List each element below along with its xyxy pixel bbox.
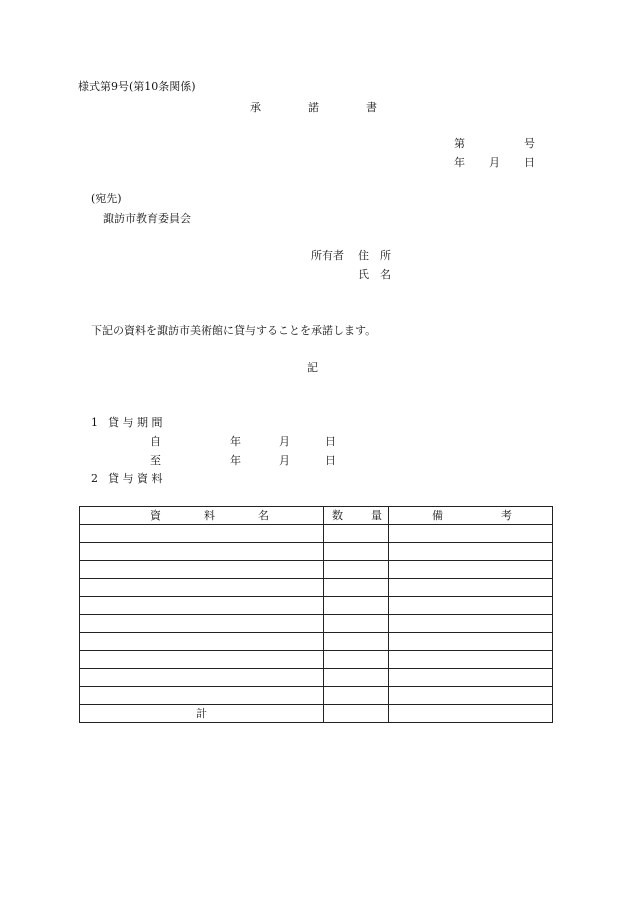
note-cell [389, 615, 553, 633]
ki-heading: 記 [307, 361, 318, 374]
note-cell [389, 525, 553, 543]
name-cell [80, 615, 324, 633]
header-qty-char: 数 [332, 508, 343, 522]
form-label: 様式第9号(第10条関係) [78, 80, 196, 93]
header-note-char: 考 [501, 508, 512, 522]
table-row [80, 615, 553, 633]
qty-cell [324, 615, 389, 633]
name-cell [80, 633, 324, 651]
name-cell [80, 687, 324, 705]
header-name-char: 料 [204, 508, 215, 522]
table-row [80, 651, 553, 669]
note-cell [389, 561, 553, 579]
period-to-year: 年 [230, 454, 241, 467]
period-from-label: 自 [150, 435, 161, 448]
table-row [80, 669, 553, 687]
materials-table [79, 506, 553, 723]
qty-cell [324, 543, 389, 561]
addressee-label: (宛先) [91, 192, 122, 205]
period-to-day: 日 [325, 454, 336, 467]
section2-title: 貸 与 資 料 [108, 472, 163, 485]
date-month: 月 [489, 156, 500, 169]
owner-address-label: 住 所 [358, 249, 391, 262]
qty-cell [324, 561, 389, 579]
name-cell [80, 561, 324, 579]
body-text: 下記の資料を諏訪市美術館に貸与することを承諾します。 [91, 324, 377, 337]
total-label: 計 [80, 705, 324, 723]
period-to-month: 月 [279, 454, 290, 467]
addressee-name: 諏訪市教育委員会 [103, 212, 191, 225]
header-name [80, 507, 324, 525]
name-cell [80, 543, 324, 561]
qty-cell [324, 669, 389, 687]
note-cell [389, 543, 553, 561]
name-cell [80, 597, 324, 615]
table-row [80, 597, 553, 615]
table-row [80, 633, 553, 651]
period-from-month: 月 [279, 435, 290, 448]
name-cell [80, 579, 324, 597]
qty-cell [324, 651, 389, 669]
total-row [80, 705, 553, 723]
title-char: 諾 [308, 101, 319, 114]
note-cell [389, 687, 553, 705]
note-cell [389, 669, 553, 687]
qty-cell [324, 579, 389, 597]
header-qty [324, 507, 389, 525]
title-char: 承 [250, 101, 261, 114]
owner-label: 所有者 [311, 249, 344, 262]
date-year: 年 [454, 156, 465, 169]
total-note-cell [389, 705, 553, 723]
doc-number-suffix: 号 [524, 137, 535, 150]
header-qty-char: 量 [371, 508, 382, 522]
table-row [80, 543, 553, 561]
table-row [80, 579, 553, 597]
qty-cell [324, 597, 389, 615]
name-cell [80, 525, 324, 543]
total-qty-cell [324, 705, 389, 723]
header-name-char: 名 [258, 508, 269, 522]
period-from-day: 日 [325, 435, 336, 448]
note-cell [389, 651, 553, 669]
header-name-char: 資 [150, 508, 161, 522]
date-day: 日 [524, 156, 535, 169]
name-cell [80, 669, 324, 687]
period-to-label: 至 [150, 454, 161, 467]
qty-cell [324, 633, 389, 651]
qty-cell [324, 687, 389, 705]
section1-title: 貸 与 期 間 [108, 416, 163, 429]
note-cell [389, 633, 553, 651]
qty-cell [324, 525, 389, 543]
period-from-year: 年 [230, 435, 241, 448]
section2-number: 2 [91, 472, 98, 485]
title-char: 書 [366, 101, 377, 114]
table-row [80, 687, 553, 705]
table-row [80, 561, 553, 579]
table-row [80, 525, 553, 543]
table-header-row [80, 507, 553, 525]
header-note [389, 507, 553, 525]
name-cell [80, 651, 324, 669]
note-cell [389, 579, 553, 597]
section1-number: 1 [91, 416, 98, 429]
owner-name-label: 氏 名 [358, 268, 391, 281]
doc-number-prefix: 第 [454, 137, 465, 150]
header-note-char: 備 [432, 508, 443, 522]
note-cell [389, 597, 553, 615]
